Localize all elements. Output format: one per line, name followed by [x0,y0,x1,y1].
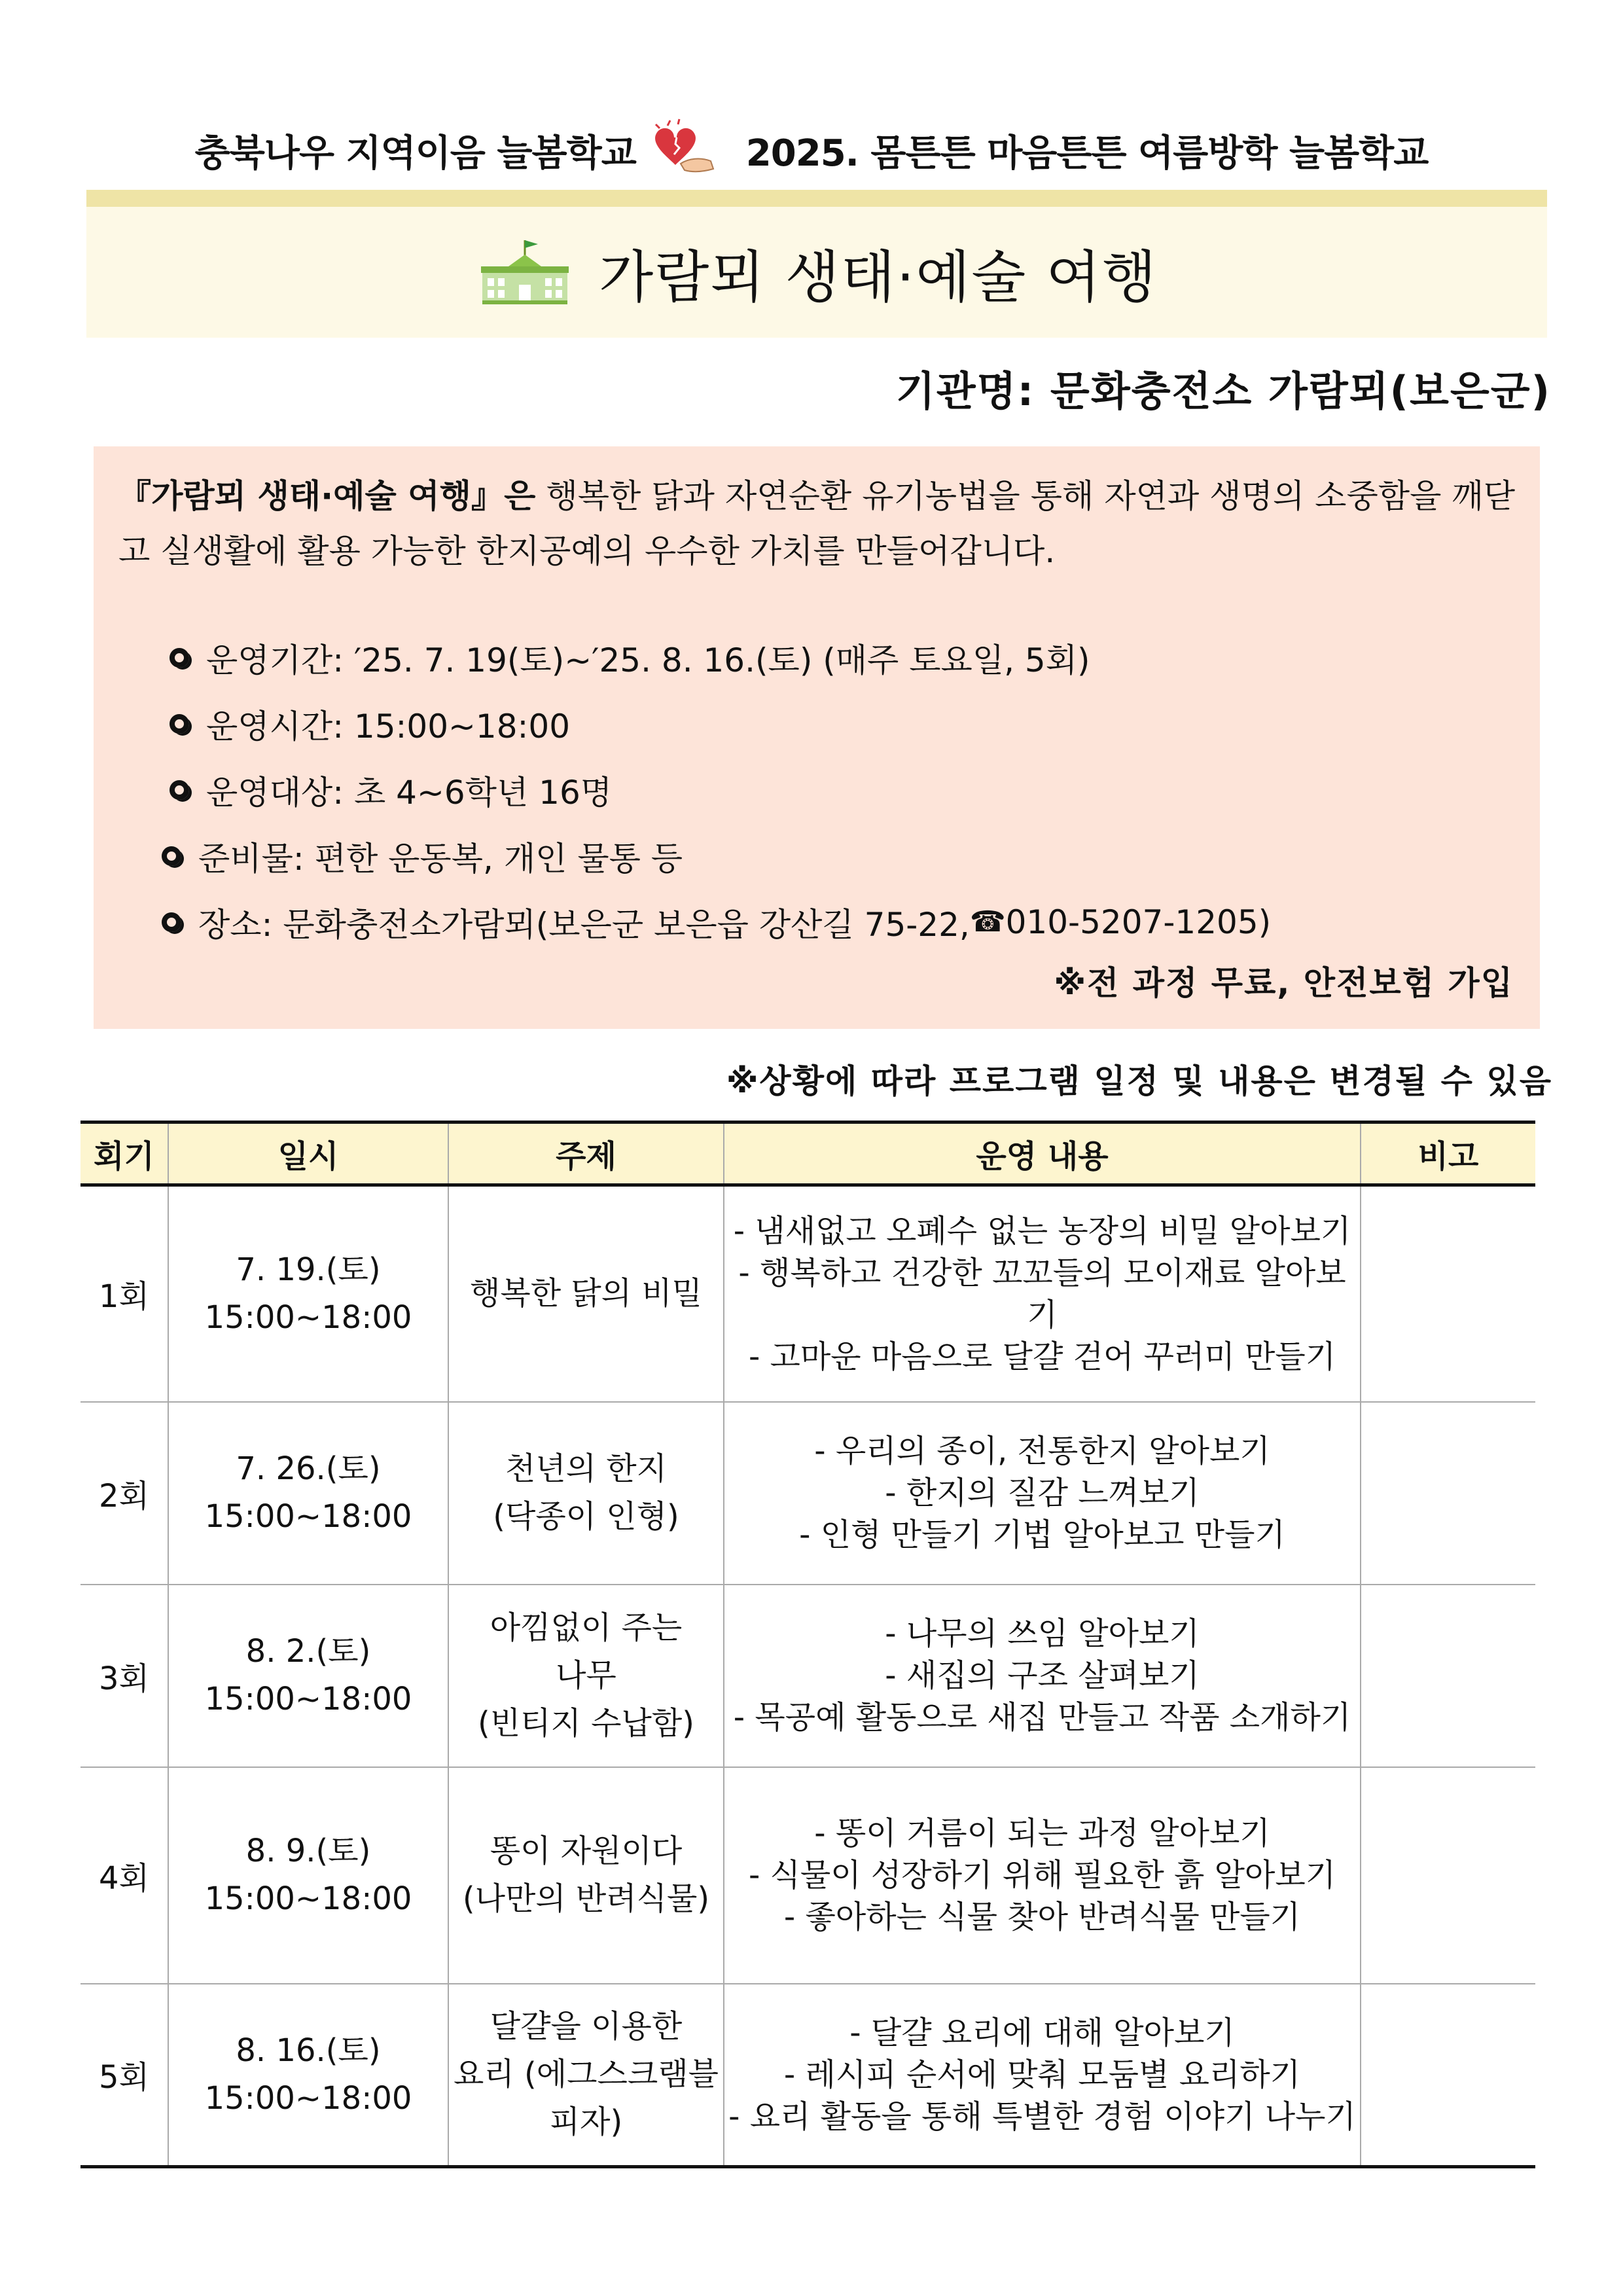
table-row [80,1767,1535,1984]
phone-icon: ☎ [969,905,1006,939]
header-left-text: 충북나우 지역이음 늘봄학교 [194,132,636,175]
session-cell: 3회 [80,1585,168,1767]
table-header-row [80,1122,1535,1185]
note-cell [1361,1984,1535,2167]
info-item-time: 운영시간: 15:00~18:00 [118,691,1515,757]
header-note: 비고 [1361,1122,1535,1185]
location-text: 장소: 문화충전소가람뫼(보은군 보은읍 강산길 75-22, [198,905,970,944]
topic-cell: 천년의 한지 (닥종이 인형) [448,1402,724,1585]
info-item-supplies: 준비물: 편한 운동복, 개인 물통 등 [118,823,1515,889]
note-cell [1361,1767,1535,1984]
date-cell: 8. 9.(토) 15:00~18:00 [168,1767,448,1984]
table-row [80,1185,1535,1402]
date-cell: 8. 2.(토) 15:00~18:00 [168,1585,448,1767]
bullet-circle-icon [162,846,181,866]
table-row [80,1984,1535,2167]
page-title: 가람뫼 생태·예술 여행 [599,245,1158,310]
session-cell: 5회 [80,1984,168,2167]
bullet-circle-icon [169,714,189,734]
date-cell: 7. 26.(토) 15:00~18:00 [168,1402,448,1585]
info-item-location [118,889,1515,955]
content-cell: - 나무의 쓰임 알아보기 - 새집의 구조 살펴보기 - 목공예 활동으로 새집 만들고 작품 소개하기 [724,1585,1361,1767]
info-item-target: 운영대상: 초 4~6학년 16명 [118,757,1515,823]
header-content: 운영 내용 [724,1122,1361,1185]
intro-program-name: 『가람뫼 생태·예술 여행』은 [118,477,536,515]
topic-cell: 똥이 자원이다 (나만의 반려식물) [448,1767,724,1984]
bullet-circle-icon [169,648,189,668]
session-cell: 4회 [80,1767,168,1984]
header-line [0,118,1623,183]
topic-cell: 달걀을 이용한 요리 (에그스크램블 피자) [448,1984,724,2167]
topic-cell: 아낌없이 주는 나무 (빈티지 수납함) [448,1585,724,1767]
intro-paragraph [118,469,1515,579]
phone-number: 010-5207-1205) [1005,903,1272,941]
note-cell [1361,1585,1535,1767]
date-cell: 7. 19.(토) 15:00~18:00 [168,1185,448,1402]
organization-name: 기관명: 문화충전소 가람뫼(보은군) [895,367,1551,415]
title-top-bar [86,190,1547,207]
school-icon [476,236,574,308]
bullet-circle-icon [169,780,189,800]
content-cell: - 우리의 종이, 전통한지 알아보기 - 한지의 질감 느껴보기 - 인형 만들기 기법 알아보고 만들기 [724,1402,1361,1585]
bullet-circle-icon [162,912,181,932]
table-row [80,1402,1535,1585]
change-note: ※상황에 따라 프로그램 일정 및 내용은 변경될 수 있음 [726,1062,1552,1100]
note-cell [1361,1402,1535,1585]
info-box [94,446,1540,1029]
table-row [80,1585,1535,1767]
content-cell: - 달걀 요리에 대해 알아보기 - 레시피 순서에 맞춰 모둠별 요리하기 - 요리 활동을 통해 특별한 경험 이야기 나누기 [724,1984,1361,2167]
header-date: 일시 [168,1122,448,1185]
topic-cell: 행복한 닭의 비밀 [448,1185,724,1402]
content-cell: - 냄새없고 오폐수 없는 농장의 비밀 알아보기 - 행복하고 건강한 꼬꼬들의 모이재료 알아보기 - 고마운 마음으로 달걀 걷어 꾸러미 만들기 [724,1185,1361,1402]
info-list [118,624,1515,955]
intro-description: 행복한 닭과 자연순환 유기농법을 통해 자연과 생명의 소중함을 깨닫고 실생활에 활용 가능한 한지공예의 우수한 가치를 만들어갑니다. [118,477,1515,570]
heart-hand-icon [648,118,720,183]
content-cell: - 똥이 거름이 되는 과정 알아보기 - 식물이 성장하기 위해 필요한 흙 알아보기 - 좋아하는 식물 찾아 반려식물 만들기 [724,1767,1361,1984]
session-cell: 2회 [80,1402,168,1585]
header-session: 회기 [80,1122,168,1185]
schedule-table [80,1121,1535,2168]
title-box [86,207,1547,338]
session-cell: 1회 [80,1185,168,1402]
free-note: ※전 과정 무료, 안전보험 가입 [1054,964,1514,1002]
note-cell [1361,1185,1535,1402]
date-cell: 8. 16.(토) 15:00~18:00 [168,1984,448,2167]
header-right-text: 2025. 몸튼튼 마음튼튼 여름방학 늘봄학교 [745,132,1429,175]
header-topic: 주제 [448,1122,724,1185]
info-item-period: 운영기간: ′25. 7. 19(토)~′25. 8. 16.(토) (매주 토요일, 5회) [118,624,1515,691]
